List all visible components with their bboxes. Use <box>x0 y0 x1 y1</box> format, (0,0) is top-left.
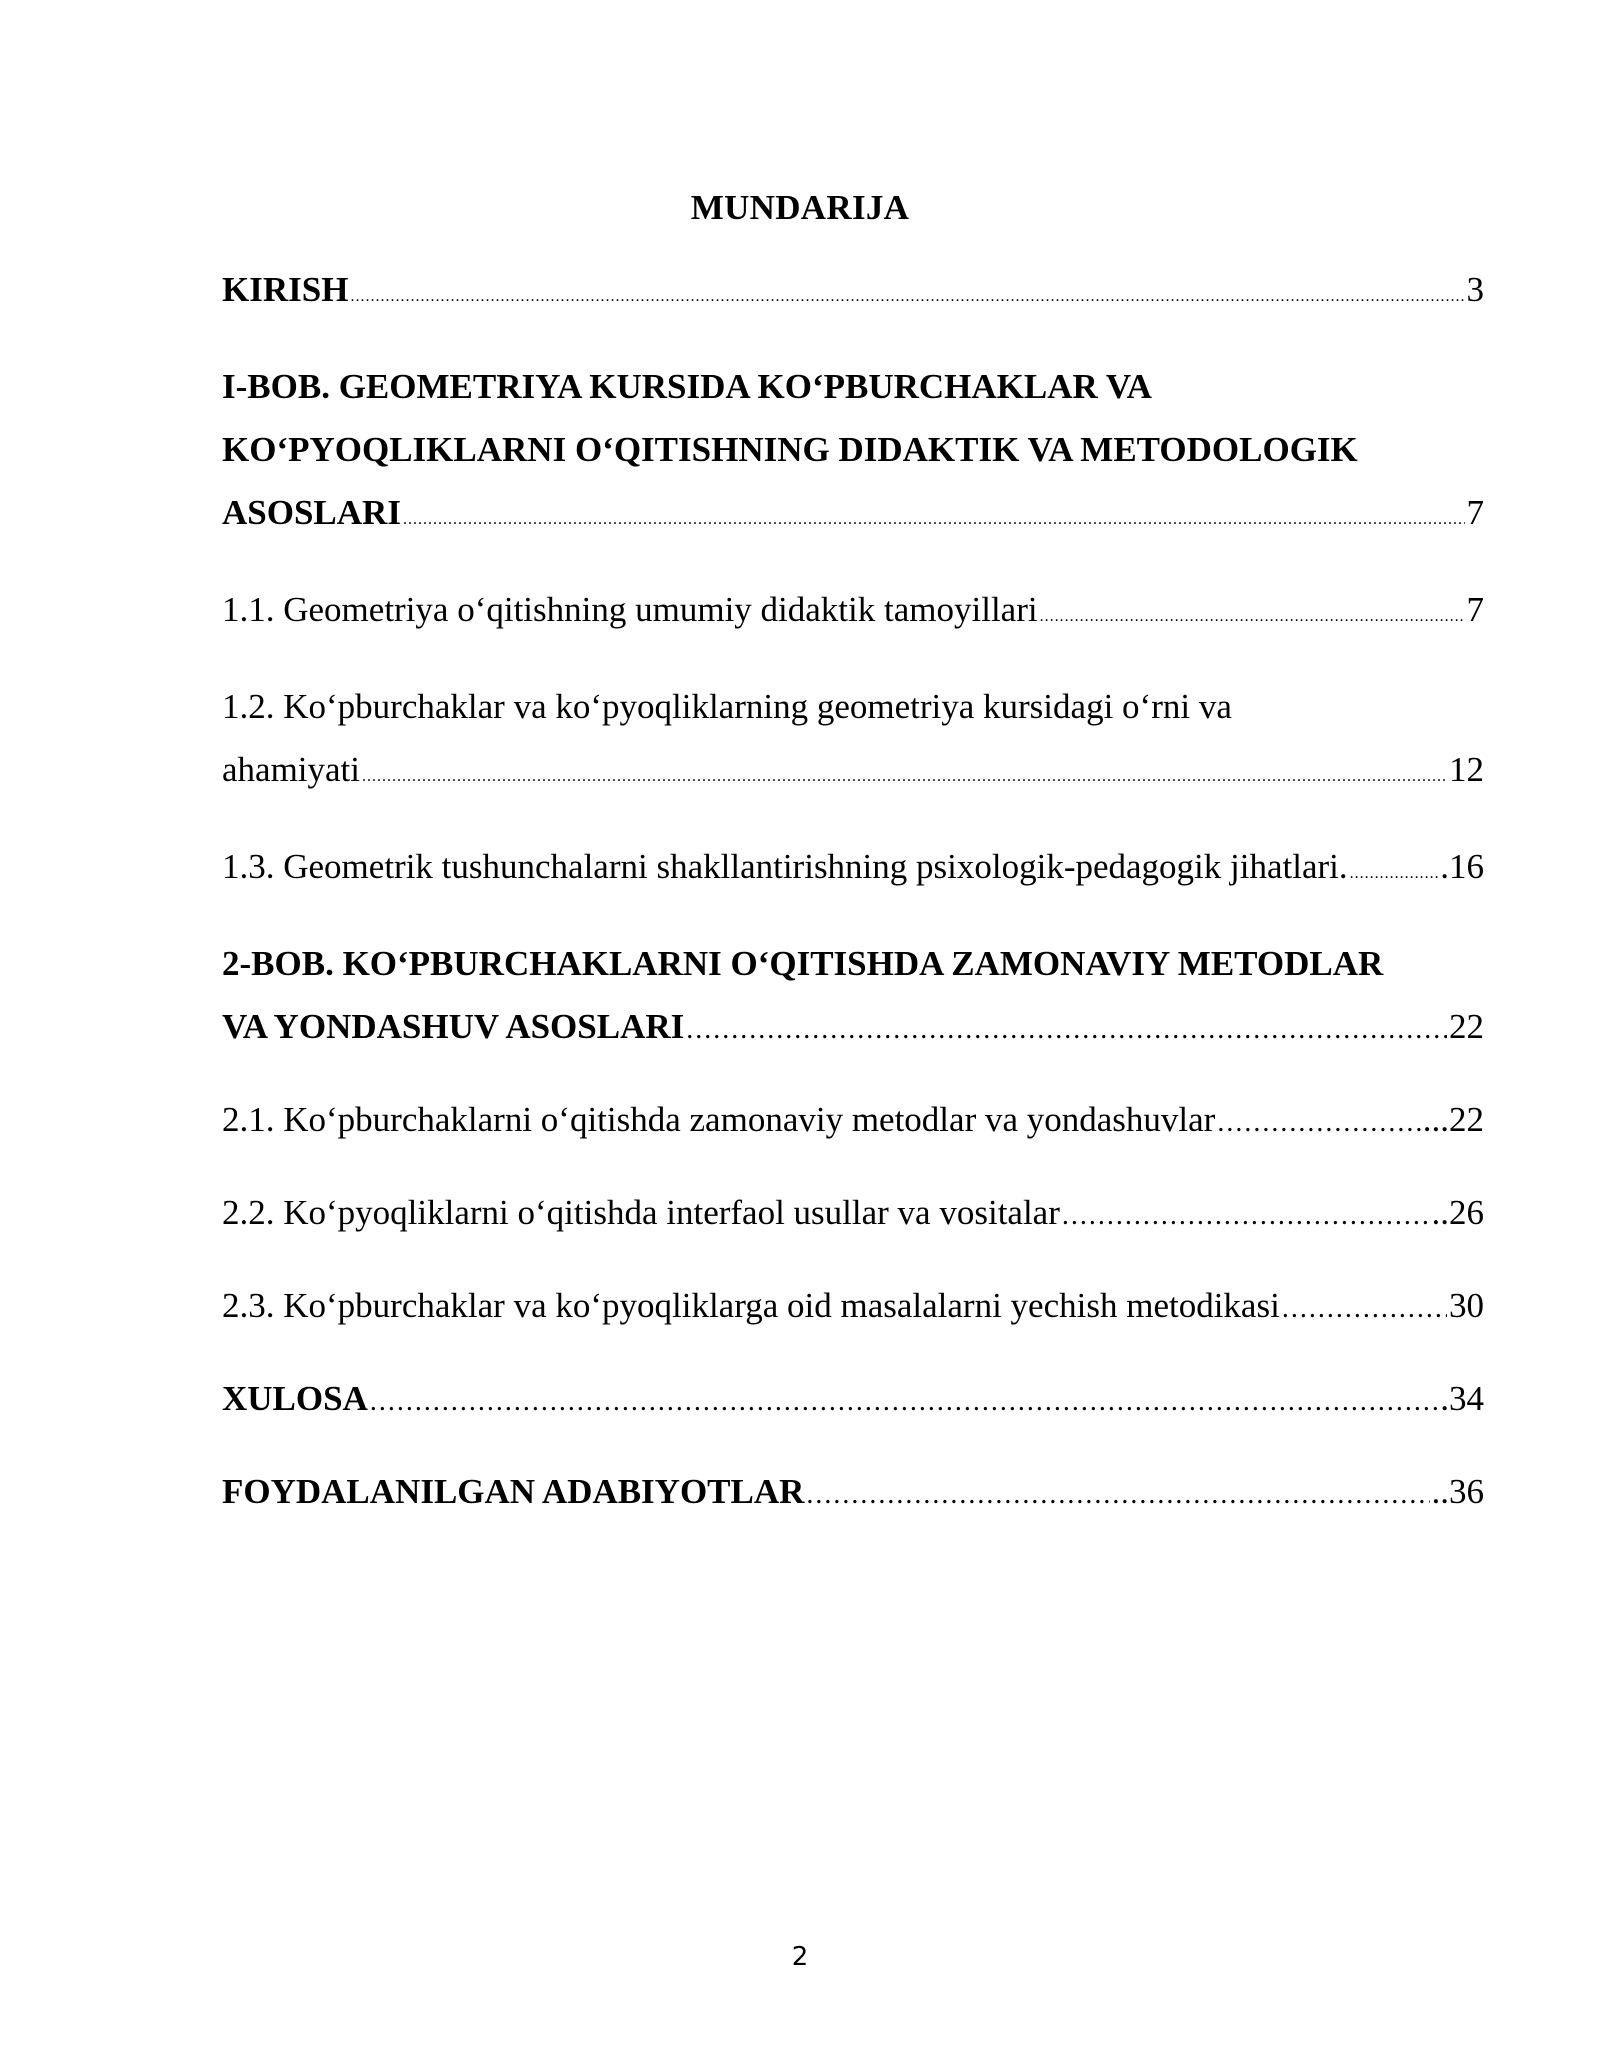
toc-entry-line <box>222 1088 1484 1154</box>
toc-page-number: .34 <box>1440 1379 1484 1418</box>
toc-entry-line <box>222 738 1484 808</box>
dot-leader <box>362 745 1447 808</box>
toc-entry-line: KO‘PYOQLIKLARNI O‘QITISHNING DIDAKTIK VA METODOLOGIK <box>222 430 1358 469</box>
toc-page-number: .16 <box>1440 847 1484 886</box>
dot-leader <box>1282 1277 1447 1340</box>
page-number-footer: 2 <box>791 1942 809 1972</box>
toc-entry-section-2-1[interactable] <box>222 1088 1484 1154</box>
toc-page-number: 12 <box>1449 750 1484 789</box>
toc-page-number: 7 <box>1466 493 1484 532</box>
dot-leader <box>1217 1091 1420 1154</box>
toc-entry-section-2-2[interactable] <box>222 1181 1484 1247</box>
toc-entry-line <box>222 1460 1484 1526</box>
toc-entry-title: 2.2. Ko‘pyoqliklarni o‘qitishda interfaol usullar va vositalar <box>222 1193 1060 1232</box>
toc-page-number: ..26 <box>1431 1193 1484 1232</box>
toc-entry-line <box>222 1367 1484 1433</box>
toc-page-number: 7 <box>1466 590 1484 629</box>
toc-page-number: 30 <box>1449 1286 1484 1325</box>
toc-entry-line <box>222 578 1484 648</box>
toc-entry-title: VA YONDASHUV ASOSLARI <box>222 1007 685 1046</box>
toc-page-number: 22 <box>1449 1007 1484 1046</box>
toc-entry-line: 2-BOB. KO‘PBURCHAKLARNI O‘QITISHDA ZAMONAVIY METODLAR <box>222 944 1384 983</box>
toc-entry-line: 1.2. Ko‘pburchaklar va ko‘pyoqliklarning geometriya kursidagi o‘rni va <box>222 687 1232 726</box>
toc-entry-section-1-2[interactable] <box>222 675 1484 808</box>
dot-leader <box>403 488 1465 551</box>
dot-leader <box>1062 1184 1430 1247</box>
toc-entry-title: 2.3. Ko‘pburchaklar va ko‘pyoqliklarga oid masalalarni yechish metodikasi <box>222 1286 1280 1325</box>
toc-page-number: ...22 <box>1422 1100 1484 1139</box>
toc-entry-section-1-3[interactable] <box>222 835 1484 905</box>
dot-leader <box>686 998 1447 1061</box>
toc-entry-section-2-3[interactable] <box>222 1274 1484 1340</box>
dot-leader <box>350 265 1464 328</box>
toc-entry-line <box>222 995 1484 1061</box>
toc-entry-kirish[interactable] <box>222 258 1484 328</box>
dot-leader <box>1350 842 1439 905</box>
toc-entry-references[interactable] <box>222 1460 1484 1526</box>
toc-entry-title: ASOSLARI <box>222 493 401 532</box>
toc-entry-chapter-1[interactable] <box>222 355 1484 551</box>
toc-entry-title: 2.1. Ko‘pburchaklarni o‘qitishda zamonaviy metodlar va yondashuvlar <box>222 1100 1216 1139</box>
dot-leader <box>1040 585 1465 648</box>
dot-leader <box>806 1463 1429 1526</box>
toc-page-number: ..36 <box>1431 1472 1484 1511</box>
toc-entry-line <box>222 258 1484 328</box>
toc-entry-line: I-BOB. GEOMETRIYA KURSIDA KO‘PBURCHAKLAR VA <box>222 367 1152 406</box>
toc-page-number: 3 <box>1466 270 1484 309</box>
toc-entry-title: FOYDALANILGAN ADABIYOTLAR <box>222 1472 805 1511</box>
toc-entry-chapter-2[interactable] <box>222 932 1484 1061</box>
toc-entry-xulosa[interactable] <box>222 1367 1484 1433</box>
toc-entry-title: 1.1. Geometriya o‘qitishning umumiy didaktik tamoyillari <box>222 590 1038 629</box>
toc-entry-title: XULOSA <box>222 1379 368 1418</box>
toc-heading: MUNDARIJA <box>690 188 910 227</box>
table-of-contents <box>222 258 1484 1553</box>
toc-entry-line <box>222 1181 1484 1247</box>
toc-entry-title: KIRISH <box>222 270 349 309</box>
toc-entry-line <box>222 1274 1484 1340</box>
toc-entry-section-1-1[interactable] <box>222 578 1484 648</box>
toc-entry-title: 1.3. Geometrik tushunchalarni shakllantirishning psixologik-pedagogik jihatlari. <box>222 847 1348 886</box>
dot-leader <box>370 1370 1438 1433</box>
toc-entry-title: ahamiyati <box>222 750 361 789</box>
toc-entry-line <box>222 835 1484 905</box>
toc-entry-line <box>222 481 1484 551</box>
